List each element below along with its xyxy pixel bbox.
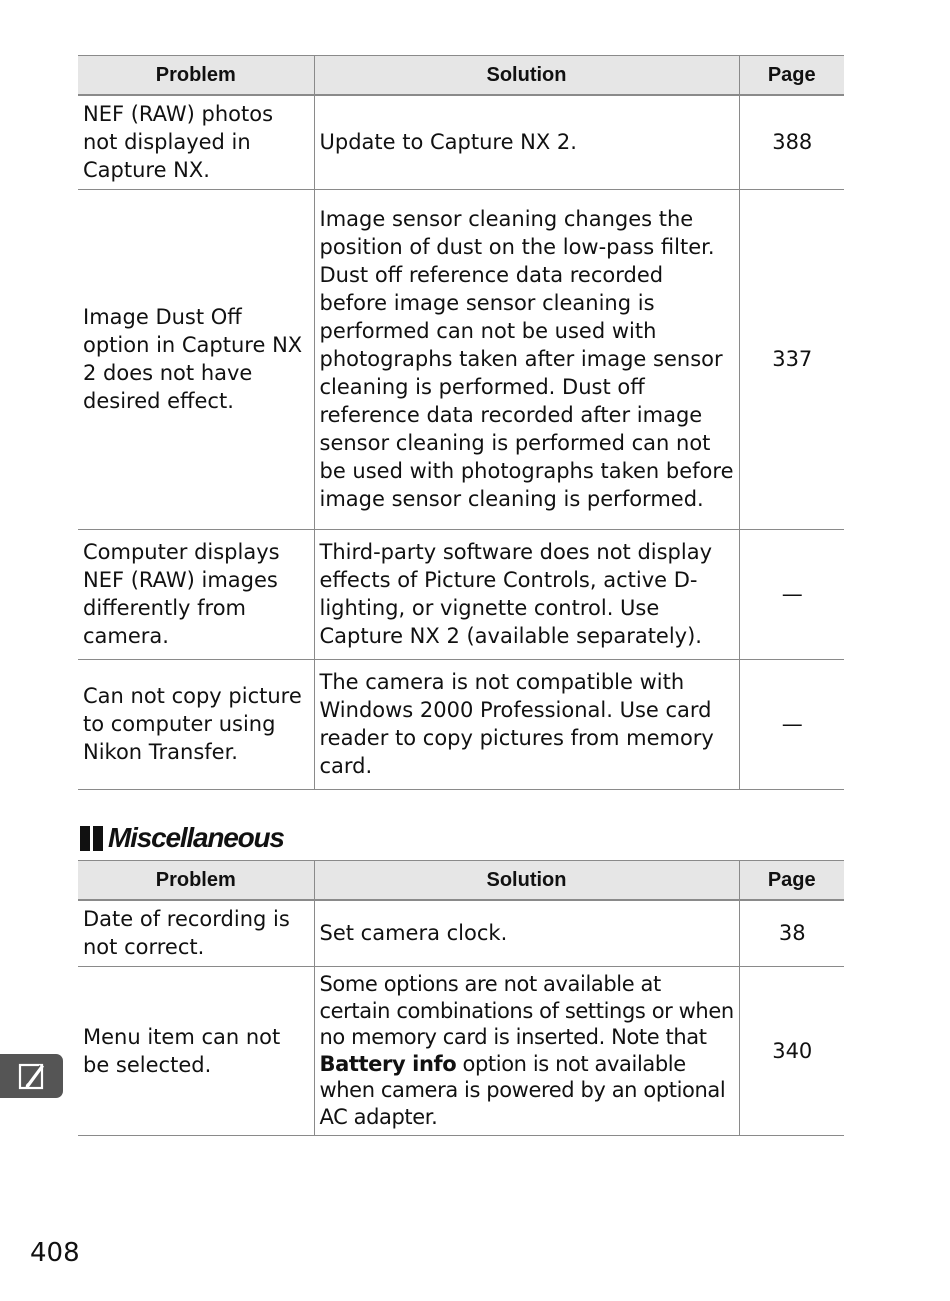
header-solution: Solution [314, 56, 739, 96]
table-row [78, 967, 844, 1136]
battery-info-term: Battery info [319, 1051, 457, 1076]
section-marker-icon [80, 826, 103, 851]
solution-cell: Third-party software does not display effects of Picture Controls, active D-lighting, or vignette control. Use Capture NX 2 (available separately). [314, 530, 739, 660]
solution-text: option is not available when camera is powered by an optional AC adapter. [319, 1051, 726, 1129]
page-cell: 337 [739, 190, 844, 530]
page-cell: 340 [739, 967, 844, 1136]
table-row [78, 190, 844, 530]
problem-cell: Menu item can not be selected. [78, 967, 314, 1136]
solution-cell: The camera is not compatible with Windows 2000 Professional. Use card reader to copy pictures from memory card. [314, 660, 739, 790]
table-row [78, 660, 844, 790]
header-problem: Problem [78, 861, 314, 901]
page-cell: — [739, 660, 844, 790]
solution-cell: Update to Capture NX 2. [314, 95, 739, 190]
page-cell: 388 [739, 95, 844, 190]
page-cell: 38 [739, 900, 844, 967]
section-heading-text: Miscellaneous [108, 822, 284, 853]
header-page: Page [739, 56, 844, 96]
pencil-note-icon [17, 1061, 47, 1091]
solution-text: Some options are not available at certain combinations of settings or when no memory card is inserted. Note that [319, 972, 734, 1049]
problem-cell: Can not copy picture to computer using Nikon Transfer. [78, 660, 314, 790]
header-solution: Solution [314, 861, 739, 901]
table-header-row [78, 56, 844, 96]
solution-cell: Set camera clock. [314, 900, 739, 967]
section-side-tab [0, 1054, 63, 1098]
problem-cell: Computer displays NEF (RAW) images differently from camera. [78, 530, 314, 660]
header-page: Page [739, 861, 844, 901]
miscellaneous-table [78, 860, 844, 1136]
solution-cell [314, 967, 739, 1136]
section-heading [80, 820, 284, 856]
table-header-row [78, 861, 844, 901]
solution-cell: Image sensor cleaning changes the position of dust on the low-pass filter. Dust off reference data recorded before image sensor cleaning is performed can not be used with photographs taken after image sensor cleaning is performed. Dust off reference data recorded after image sensor cleaning is performed can not be used with photographs taken before image sensor cleaning is performed. [314, 190, 739, 530]
table-row [78, 530, 844, 660]
page-number: 408 [30, 1238, 80, 1268]
header-problem: Problem [78, 56, 314, 96]
problem-cell: Date of recording is not correct. [78, 900, 314, 967]
table-row [78, 900, 844, 967]
problem-cell: Image Dust Off option in Capture NX 2 does not have desired effect. [78, 190, 314, 530]
page-cell: — [739, 530, 844, 660]
troubleshooting-table [78, 55, 844, 790]
problem-cell: NEF (RAW) photos not displayed in Capture NX. [78, 95, 314, 190]
table-row [78, 95, 844, 190]
